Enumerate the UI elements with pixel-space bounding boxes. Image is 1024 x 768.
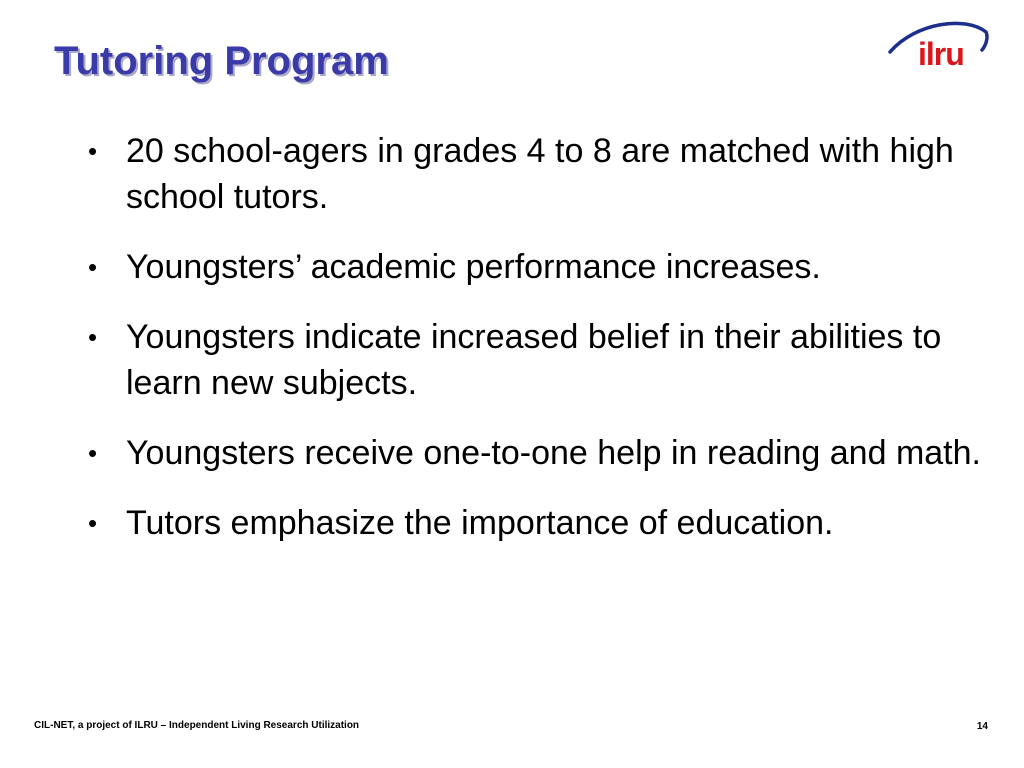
bullet-dot-icon: • — [88, 252, 98, 282]
bullet-dot-icon: • — [88, 136, 98, 166]
ilru-logo — [886, 14, 990, 74]
bullet-dot-icon: • — [88, 438, 98, 468]
bullet-text: Tutors emphasize the importance of education. — [126, 504, 834, 542]
logo-text: ilru — [918, 36, 964, 72]
bullet-item — [88, 430, 988, 476]
bullet-item — [88, 244, 988, 290]
bullet-item — [88, 314, 988, 406]
bullet-list — [88, 128, 988, 570]
footer-text: CIL-NET, a project of ILRU – Independent Living Research Utilization — [34, 720, 360, 731]
bullet-dot-icon: • — [88, 508, 98, 538]
bullet-item — [88, 500, 988, 546]
bullet-text: Youngsters indicate increased belief in their abilities to learn new subjects. — [126, 318, 942, 402]
bullet-dot-icon: • — [88, 322, 98, 352]
page-number: 14 — [976, 721, 988, 732]
bullet-text: 20 school-agers in grades 4 to 8 are matched with high school tutors. — [126, 132, 954, 216]
slide-title: Tutoring Program — [54, 39, 389, 83]
bullet-text: Youngsters’ academic performance increases. — [126, 248, 821, 286]
bullet-item — [88, 128, 988, 220]
bullet-text: Youngsters receive one-to-one help in reading and math. — [126, 434, 981, 472]
